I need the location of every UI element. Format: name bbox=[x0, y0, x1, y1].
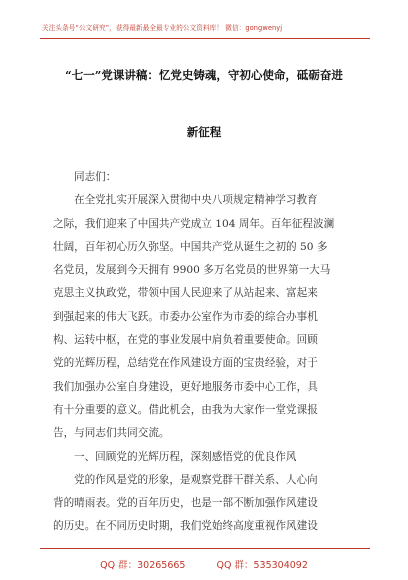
document-title-line-2: 新征程 bbox=[186, 125, 222, 139]
body-line: 背的晴雨表。党的百年历史，也是一部不断加强作风建设 bbox=[53, 497, 318, 510]
footer-qq-group-1: QQ 群：30265665 bbox=[100, 560, 186, 571]
body-line: 壮阔，百年初心历久弥坚。中国共产党从诞生之初的 50 多 bbox=[53, 240, 328, 253]
body-line: 有十分重要的意义。借此机会，由我为大家作一堂党课报 bbox=[53, 403, 318, 416]
body-line: 我们加强办公室自身建设，更好地服务市委中心工作，具 bbox=[53, 380, 318, 393]
body-line: 克思主义执政党，带领中国人民迎来了从站起来、富起来 bbox=[53, 287, 318, 300]
salutation: 同志们： bbox=[74, 171, 117, 183]
section-heading: 一、回顾党的光辉历程，深刻感悟党的优良作风 bbox=[74, 450, 297, 463]
body-line: 党的作风是党的形象，是观察党群干群关系、人心向 bbox=[74, 473, 318, 486]
footer bbox=[0, 557, 408, 571]
body-line: 名党员，发展到今天拥有 9900 多万名党员的世界第一大马 bbox=[53, 264, 331, 277]
document-title-line-1: “七一”党课讲稿：忆党史铸魂，守初心使命，砥砺奋进 bbox=[65, 68, 343, 82]
body-line: 在全党扎实开展深入贯彻中央八项规定精神学习教育 bbox=[74, 194, 318, 207]
promo-banner: 关注头条号“公文研究”，获得最新最全最专业的公文资料库！ 微信：gongwenyj bbox=[42, 24, 283, 32]
body-line: 之际，我们迎来了中国共产党成立 104 周年。百年征程波澜 bbox=[53, 217, 335, 230]
body-line: 的历史。在不同历史时期，我们党始终高度重视作风建设 bbox=[53, 520, 318, 533]
footer-qq-group-2: QQ 群：535304092 bbox=[216, 560, 308, 571]
body-line: 构、运转中枢，在党的事业发展中肩负着重要使命。回顾 bbox=[53, 334, 318, 347]
document-body bbox=[53, 166, 358, 539]
body-line: 党的光辉历程，总结党在作风建设方面的宝贵经验，对于 bbox=[53, 357, 318, 370]
body-line: 到强起来的伟大飞跃。市委办公室作为市委的综合办事机 bbox=[53, 310, 318, 323]
footer-divider bbox=[40, 548, 370, 549]
header-divider bbox=[40, 38, 370, 39]
body-line: 告，与同志们共同交流。 bbox=[53, 427, 170, 440]
